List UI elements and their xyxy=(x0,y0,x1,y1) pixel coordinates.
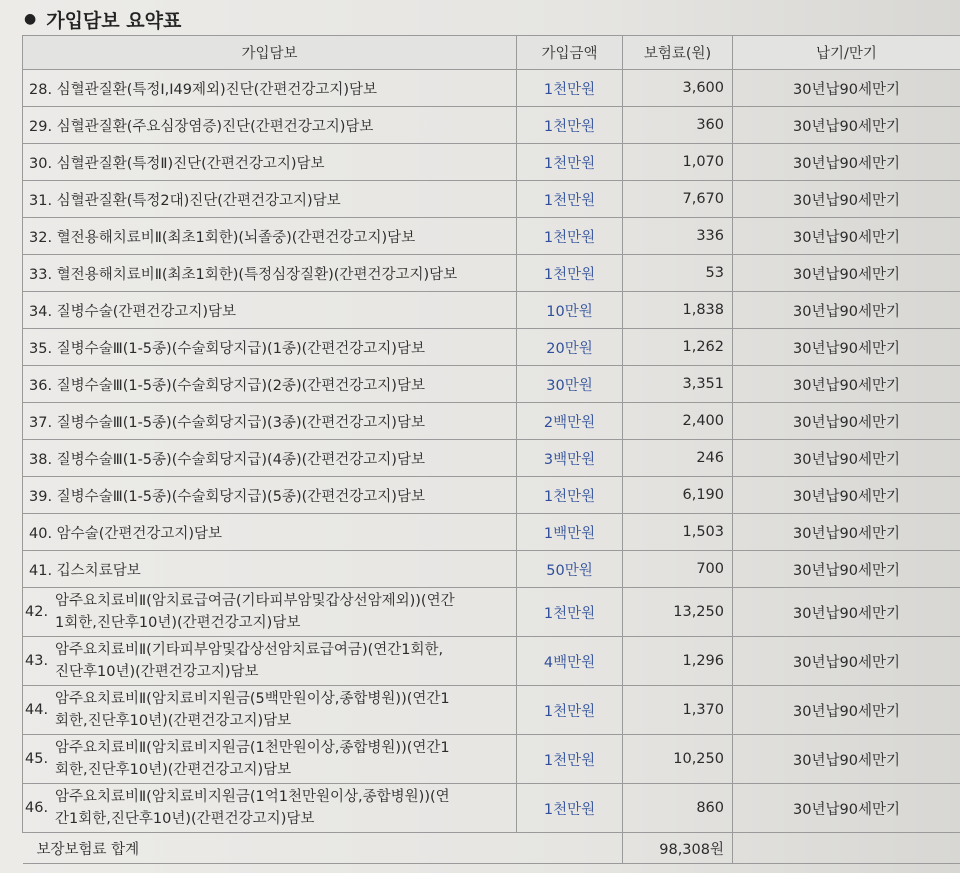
coverage-name-cell xyxy=(23,735,517,784)
table-row xyxy=(23,70,960,107)
premium-value: 3,600 xyxy=(623,70,733,107)
payment-term: 30년납90세만기 xyxy=(733,686,960,735)
coverage-amount: 1천만원 xyxy=(517,144,623,181)
premium-value: 2,400 xyxy=(623,403,733,440)
coverage-text-line1: 암주요치료비Ⅱ(암치료급여금(기타피부암및갑상선암제외))(연간 xyxy=(55,593,455,609)
coverage-text-line2: 1회한,진단후10년)(간편건강고지)담보 xyxy=(55,615,301,631)
coverage-name: 38. 질병수술Ⅲ(1-5종)(수술회당지급)(4종)(간편건강고지)담보 xyxy=(23,440,517,477)
bullet-icon: ● xyxy=(24,11,37,27)
coverage-name: 28. 심혈관질환(특정Ⅰ,I49제외)진단(간편건강고지)담보 xyxy=(23,70,517,107)
premium-value: 6,190 xyxy=(623,477,733,514)
table-row xyxy=(23,551,960,588)
payment-term: 30년납90세만기 xyxy=(733,181,960,218)
coverage-amount: 1천만원 xyxy=(517,107,623,144)
premium-value: 1,370 xyxy=(623,686,733,735)
coverage-name xyxy=(23,686,516,734)
coverage-amount: 4백만원 xyxy=(517,637,623,686)
coverage-text-line2: 간1회한,진단후10년)(간편건강고지)담보 xyxy=(55,811,315,827)
payment-term: 30년납90세만기 xyxy=(733,70,960,107)
total-label: 보장보험료 합계 xyxy=(23,833,623,864)
coverage-number: 42. xyxy=(25,604,49,620)
coverage-name xyxy=(23,637,516,685)
coverage-amount: 20만원 xyxy=(517,329,623,366)
table-row xyxy=(23,218,960,255)
table-row xyxy=(23,107,960,144)
table-row xyxy=(23,440,960,477)
premium-value: 1,262 xyxy=(623,329,733,366)
coverage-summary-table xyxy=(22,35,960,864)
section-title-text: 가입담보 요약표 xyxy=(46,9,182,32)
coverage-text xyxy=(55,786,450,830)
coverage-amount: 1천만원 xyxy=(517,686,623,735)
table-row xyxy=(23,514,960,551)
table-row xyxy=(23,181,960,218)
coverage-name: 35. 질병수술Ⅲ(1-5종)(수술회당지급)(1종)(간편건강고지)담보 xyxy=(23,329,517,366)
premium-value: 1,838 xyxy=(623,292,733,329)
premium-value: 53 xyxy=(623,255,733,292)
header-premium: 보험료(원) xyxy=(623,36,733,70)
coverage-name-cell xyxy=(23,588,517,637)
payment-term: 30년납90세만기 xyxy=(733,477,960,514)
coverage-text xyxy=(55,590,455,634)
coverage-name: 33. 혈전용해치료비Ⅱ(최초1회한)(특정심장질환)(간편건강고지)담보 xyxy=(23,255,517,292)
coverage-number: 44. xyxy=(25,702,49,718)
premium-value: 700 xyxy=(623,551,733,588)
coverage-amount: 1천만원 xyxy=(517,70,623,107)
coverage-name: 34. 질병수술(간편건강고지)담보 xyxy=(23,292,517,329)
coverage-name-cell xyxy=(23,637,517,686)
coverage-amount: 3백만원 xyxy=(517,440,623,477)
coverage-amount: 1백만원 xyxy=(517,514,623,551)
coverage-amount: 50만원 xyxy=(517,551,623,588)
premium-value: 336 xyxy=(623,218,733,255)
coverage-amount: 2백만원 xyxy=(517,403,623,440)
payment-term: 30년납90세만기 xyxy=(733,514,960,551)
premium-value: 10,250 xyxy=(623,735,733,784)
coverage-name: 31. 심혈관질환(특정2대)진단(간편건강고지)담보 xyxy=(23,181,517,218)
coverage-text-line1: 암주요치료비Ⅱ(암치료비지원금(1억1천만원이상,종합병원))(연 xyxy=(55,789,450,805)
payment-term: 30년납90세만기 xyxy=(733,440,960,477)
table-row xyxy=(23,588,960,637)
coverage-text-line2: 회한,진단후10년)(간편건강고지)담보 xyxy=(55,713,292,729)
payment-term: 30년납90세만기 xyxy=(733,784,960,833)
coverage-amount: 30만원 xyxy=(517,366,623,403)
coverage-text-line1: 암주요치료비Ⅱ(기타피부암및갑상선암치료급여금)(연간1회한, xyxy=(55,642,444,658)
coverage-name: 29. 심혈관질환(주요심장염증)진단(간편건강고지)담보 xyxy=(23,107,517,144)
payment-term: 30년납90세만기 xyxy=(733,551,960,588)
table-row xyxy=(23,144,960,181)
table-row xyxy=(23,784,960,833)
table-row xyxy=(23,366,960,403)
coverage-name: 37. 질병수술Ⅲ(1-5종)(수술회당지급)(3종)(간편건강고지)담보 xyxy=(23,403,517,440)
coverage-name xyxy=(23,784,516,832)
premium-value: 860 xyxy=(623,784,733,833)
coverage-amount: 1천만원 xyxy=(517,218,623,255)
table-row xyxy=(23,637,960,686)
payment-term: 30년납90세만기 xyxy=(733,255,960,292)
payment-term: 30년납90세만기 xyxy=(733,292,960,329)
payment-term: 30년납90세만기 xyxy=(733,144,960,181)
premium-value: 7,670 xyxy=(623,181,733,218)
payment-term: 30년납90세만기 xyxy=(733,403,960,440)
payment-term: 30년납90세만기 xyxy=(733,107,960,144)
coverage-amount: 10만원 xyxy=(517,292,623,329)
coverage-name xyxy=(23,735,516,783)
payment-term: 30년납90세만기 xyxy=(733,637,960,686)
payment-term: 30년납90세만기 xyxy=(733,735,960,784)
coverage-number: 43. xyxy=(25,653,49,669)
table-header-row xyxy=(23,36,960,70)
coverage-text-line1: 암주요치료비Ⅱ(암치료비지원금(1천만원이상,종합병원))(연간1 xyxy=(55,740,450,756)
coverage-name-cell xyxy=(23,784,517,833)
coverage-text-line2: 회한,진단후10년)(간편건강고지)담보 xyxy=(55,762,292,778)
table-row xyxy=(23,255,960,292)
coverage-amount: 1천만원 xyxy=(517,588,623,637)
coverage-amount: 1천만원 xyxy=(517,181,623,218)
premium-value: 3,351 xyxy=(623,366,733,403)
payment-term: 30년납90세만기 xyxy=(733,218,960,255)
table-row xyxy=(23,292,960,329)
table-row xyxy=(23,477,960,514)
coverage-text xyxy=(55,639,443,683)
coverage-name: 41. 깁스치료담보 xyxy=(23,551,517,588)
coverage-name: 30. 심혈관질환(특정Ⅱ)진단(간편건강고지)담보 xyxy=(23,144,517,181)
coverage-number: 46. xyxy=(25,800,49,816)
premium-value: 1,070 xyxy=(623,144,733,181)
coverage-number: 45. xyxy=(25,751,49,767)
coverage-amount: 1천만원 xyxy=(517,784,623,833)
coverage-amount: 1천만원 xyxy=(517,255,623,292)
coverage-name xyxy=(23,588,516,636)
coverage-amount: 1천만원 xyxy=(517,477,623,514)
payment-term: 30년납90세만기 xyxy=(733,329,960,366)
premium-value: 1,296 xyxy=(623,637,733,686)
table-row xyxy=(23,329,960,366)
coverage-text xyxy=(55,737,450,781)
header-coverage: 가입담보 xyxy=(23,36,517,70)
premium-value: 1,503 xyxy=(623,514,733,551)
table-row xyxy=(23,686,960,735)
coverage-name: 40. 암수술(간편건강고지)담보 xyxy=(23,514,517,551)
coverage-amount: 1천만원 xyxy=(517,735,623,784)
coverage-name-cell xyxy=(23,686,517,735)
coverage-text xyxy=(55,688,450,732)
payment-term: 30년납90세만기 xyxy=(733,366,960,403)
coverage-name: 36. 질병수술Ⅲ(1-5종)(수술회당지급)(2종)(간편건강고지)담보 xyxy=(23,366,517,403)
payment-term: 30년납90세만기 xyxy=(733,588,960,637)
total-row xyxy=(23,833,960,864)
table-row xyxy=(23,735,960,784)
premium-value: 246 xyxy=(623,440,733,477)
premium-value: 13,250 xyxy=(623,588,733,637)
section-title xyxy=(24,4,181,34)
coverage-name: 32. 혈전용해치료비Ⅱ(최초1회한)(뇌졸중)(간편건강고지)담보 xyxy=(23,218,517,255)
header-amount: 가입금액 xyxy=(517,36,623,70)
table-row xyxy=(23,403,960,440)
total-premium: 98,308원 xyxy=(623,833,733,864)
premium-value: 360 xyxy=(623,107,733,144)
coverage-text-line2: 진단후10년)(간편건강고지)담보 xyxy=(55,664,259,680)
header-term: 납기/만기 xyxy=(733,36,960,70)
total-empty xyxy=(733,833,960,864)
coverage-name: 39. 질병수술Ⅲ(1-5종)(수술회당지급)(5종)(간편건강고지)담보 xyxy=(23,477,517,514)
coverage-text-line1: 암주요치료비Ⅱ(암치료비지원금(5백만원이상,종합병원))(연간1 xyxy=(55,691,450,707)
